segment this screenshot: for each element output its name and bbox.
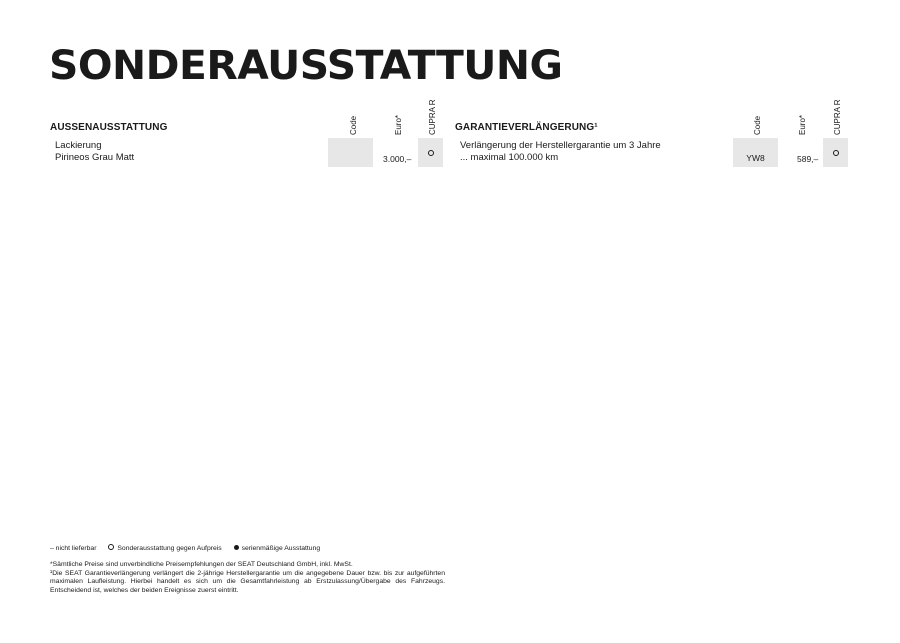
option-price: 589,–	[797, 154, 819, 164]
exterior-equipment-section	[50, 95, 450, 175]
column-header-euro: Euro*	[394, 114, 403, 135]
option-description	[460, 140, 661, 164]
column-header-cupra: CUPRA R	[428, 99, 437, 135]
column-header-code: Code	[349, 115, 358, 135]
legend-standard: serienmäßige Ausstattung	[234, 545, 321, 552]
footnotes	[50, 561, 445, 595]
code-cell	[328, 138, 373, 167]
option-description	[55, 140, 134, 164]
open-circle-icon	[108, 544, 114, 550]
cupra-availability-cell	[418, 138, 443, 167]
option-line-2: ... maximal 100.000 km	[460, 152, 559, 163]
code-cell	[733, 138, 778, 167]
open-circle-icon	[833, 150, 839, 156]
section-heading: AUSSENAUSSTATTUNG	[50, 122, 168, 133]
footnote-prices: *Sämtliche Preise sind unverbindliche Preisempfehlungen der SEAT Deutschland GmbH, inkl. MwSt.	[50, 561, 353, 568]
cupra-availability-cell	[823, 138, 848, 167]
page-title: SONDERAUSSTATTUNG	[49, 43, 563, 89]
option-code: YW8	[746, 153, 765, 163]
warranty-extension-section	[455, 95, 855, 175]
column-header-euro: Euro*	[798, 114, 807, 135]
option-line-1: Lackierung	[55, 140, 102, 151]
legend-optional: Sonderausstattung gegen Aufpreis	[108, 545, 221, 552]
option-line-2: Pirineos Grau Matt	[55, 152, 135, 163]
column-header-code: Code	[753, 115, 762, 135]
column-header-cupra: CUPRA R	[833, 99, 842, 135]
option-line-1: Verlängerung der Herstellergarantie um 3 Jahre	[460, 140, 661, 151]
legend-not-available: – nicht lieferbar	[50, 545, 97, 552]
option-price: 3.000,–	[383, 154, 412, 164]
open-circle-icon	[428, 150, 434, 156]
legend	[50, 545, 330, 552]
filled-circle-icon	[234, 545, 239, 550]
footnote-warranty: ¹Die SEAT Garantieverlängerung verlängert die 2-jährige Herstellergarantie um die angegebene Dauer bzw. bis zur aufgeführten maximalen Laufleistung. Hierbei handelt es sich um die Gesamtfahrleistung ab Erstzulassung/Übergabe des Fahrzeugs. Entscheidend ist, welches der beiden Ereignisse zuerst eintritt.	[50, 569, 445, 594]
section-heading: GARANTIEVERLÄNGERUNG¹	[455, 122, 598, 133]
